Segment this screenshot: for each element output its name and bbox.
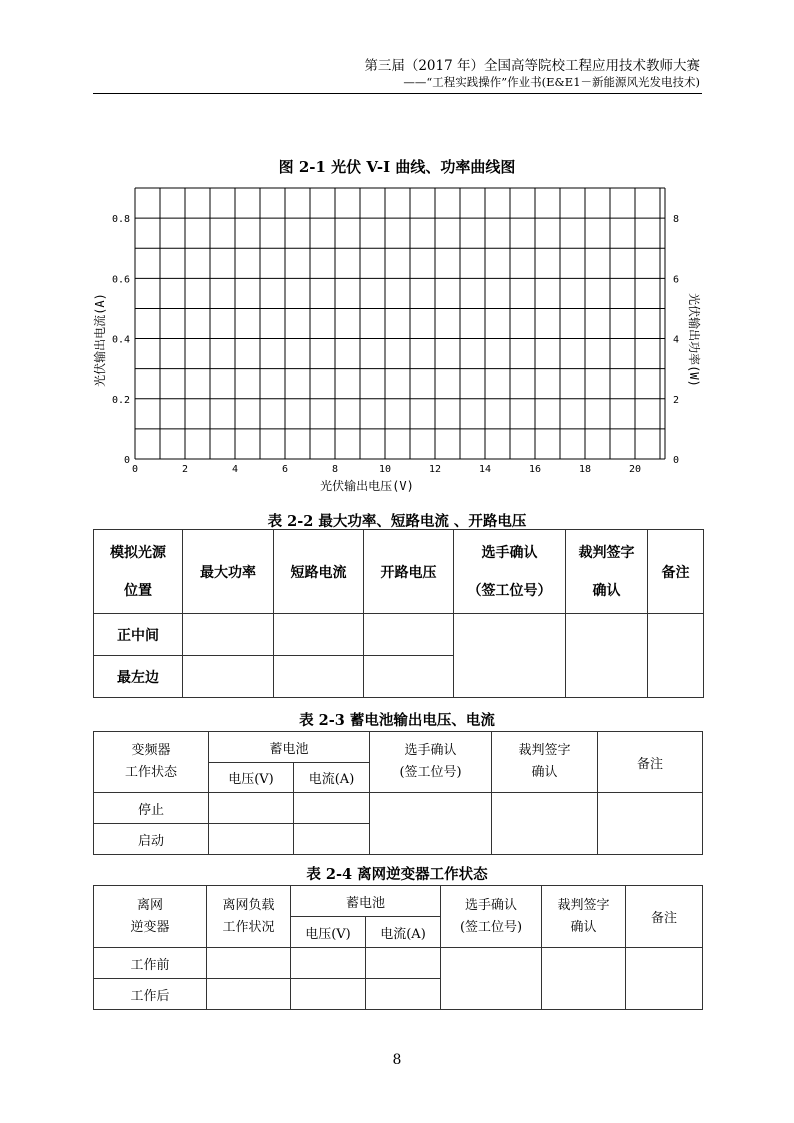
- vi-power-chart: [90, 180, 705, 500]
- cell-empty[interactable]: [291, 948, 366, 979]
- cell-empty[interactable]: [364, 614, 454, 656]
- y2-tick-label: 8: [673, 214, 680, 226]
- col-light-position: 模拟光源 位置: [94, 530, 183, 614]
- row-label: 正中间: [94, 614, 183, 656]
- col-judge-sign: 裁判签字 确认: [566, 530, 648, 614]
- y-tick-label: 0.4: [111, 334, 130, 346]
- table-2-3-title: 表 2-3 蓄电池输出电压、电流: [299, 712, 495, 729]
- col-judge-sign: 裁判签字 确认: [492, 732, 598, 793]
- row-label: 最左边: [94, 656, 183, 698]
- cell-empty[interactable]: [274, 656, 364, 698]
- y-tick-label: 0.8: [111, 214, 130, 226]
- x-tick-label: 0: [131, 464, 139, 475]
- col-inverter-state: 变频器 工作状态: [94, 732, 209, 793]
- x-tick-label: 8: [331, 464, 339, 475]
- x-tick-label: 2: [181, 464, 189, 475]
- cell-empty[interactable]: [441, 948, 542, 1010]
- row-label: 工作后: [94, 979, 207, 1010]
- cell-empty[interactable]: [209, 824, 294, 855]
- row-label: 停止: [94, 793, 209, 824]
- cell-empty[interactable]: [183, 656, 274, 698]
- x-axis-label: 光伏输出电压(V): [320, 479, 414, 493]
- col-voltage: 电压(V): [209, 763, 294, 793]
- col-load-status: 离网负载 工作状况: [207, 886, 291, 948]
- table-2-3: [93, 731, 703, 855]
- cell-empty[interactable]: [598, 793, 703, 855]
- col-contestant-confirm: 选手确认 （签工位号）: [454, 530, 566, 614]
- col-remark: 备注: [626, 886, 703, 948]
- table-2-2: [93, 529, 704, 698]
- cell-empty[interactable]: [366, 948, 441, 979]
- x-tick-label: 12: [428, 464, 442, 475]
- cell-empty[interactable]: [626, 948, 703, 1010]
- col-voltage: 电压(V): [291, 917, 366, 948]
- y2-axis-label: 光伏输出功率(W): [687, 293, 701, 387]
- header-divider: [93, 93, 702, 94]
- col-remark: 备注: [598, 732, 703, 793]
- col-judge-sign: 裁判签字 确认: [542, 886, 626, 948]
- col-max-power: 最大功率: [183, 530, 274, 614]
- y2-tick-label: 2: [673, 394, 680, 406]
- x-tick-label: 14: [478, 464, 492, 475]
- page-number: 8: [392, 1052, 402, 1068]
- table-2-4-title: 表 2-4 离网逆变器工作状态: [306, 866, 488, 883]
- y-tick-label: 0: [123, 455, 130, 466]
- cell-empty[interactable]: [209, 793, 294, 824]
- chart-grid: [135, 188, 665, 459]
- x-tick-label: 18: [578, 464, 592, 475]
- cell-empty[interactable]: [364, 656, 454, 698]
- y-axis-label: 光伏输出电流(A): [93, 293, 107, 387]
- cell-empty[interactable]: [366, 979, 441, 1010]
- cell-empty[interactable]: [542, 948, 626, 1010]
- header-subtitle: ——“工程实践操作”作业书(E&E1－新能源风光发电技术): [403, 75, 700, 89]
- y2-tick-label: 6: [673, 274, 680, 286]
- col-current: 电流(A): [294, 763, 370, 793]
- cell-empty[interactable]: [183, 614, 274, 656]
- y2-tick-label: 4: [673, 334, 680, 346]
- table-2-4: [93, 885, 703, 1010]
- cell-empty[interactable]: [648, 614, 704, 698]
- col-contestant-confirm: 选手确认 (签工位号): [441, 886, 542, 948]
- x-tick-label: 16: [528, 464, 542, 475]
- cell-empty[interactable]: [207, 979, 291, 1010]
- x-tick-label: 4: [231, 464, 239, 475]
- x-tick-label: 6: [281, 464, 289, 475]
- cell-empty[interactable]: [454, 614, 566, 698]
- cell-empty[interactable]: [274, 614, 364, 656]
- cell-empty[interactable]: [294, 793, 370, 824]
- col-battery: 蓄电池: [209, 732, 370, 763]
- row-label: 启动: [94, 824, 209, 855]
- chart-tick-labels: [112, 214, 679, 475]
- col-short-current: 短路电流: [274, 530, 364, 614]
- cell-empty[interactable]: [492, 793, 598, 855]
- col-battery: 蓄电池: [291, 886, 441, 917]
- x-tick-label: 10: [378, 464, 392, 475]
- y-tick-label: 0.2: [111, 394, 130, 406]
- y2-tick-label: 0: [673, 455, 680, 466]
- col-current: 电流(A): [366, 917, 441, 948]
- col-contestant-confirm: 选手确认 (签工位号): [370, 732, 492, 793]
- cell-empty[interactable]: [370, 793, 492, 855]
- cell-empty[interactable]: [207, 948, 291, 979]
- cell-empty[interactable]: [291, 979, 366, 1010]
- cell-empty[interactable]: [294, 824, 370, 855]
- row-label: 工作前: [94, 948, 207, 979]
- x-tick-label: 20: [628, 464, 642, 475]
- table-2-2-title: 表 2-2 最大功率、短路电流 、开路电压: [267, 513, 527, 530]
- header-title: 第三届（2017 年）全国高等院校工程应用技术教师大赛: [364, 58, 700, 74]
- col-offgrid-inverter: 离网 逆变器: [94, 886, 207, 948]
- cell-empty[interactable]: [566, 614, 648, 698]
- figure-title: 图 2-1 光伏 V-I 曲线、功率曲线图: [278, 158, 516, 176]
- col-remark: 备注: [648, 530, 704, 614]
- col-open-voltage: 开路电压: [364, 530, 454, 614]
- y-tick-label: 0.6: [111, 274, 130, 286]
